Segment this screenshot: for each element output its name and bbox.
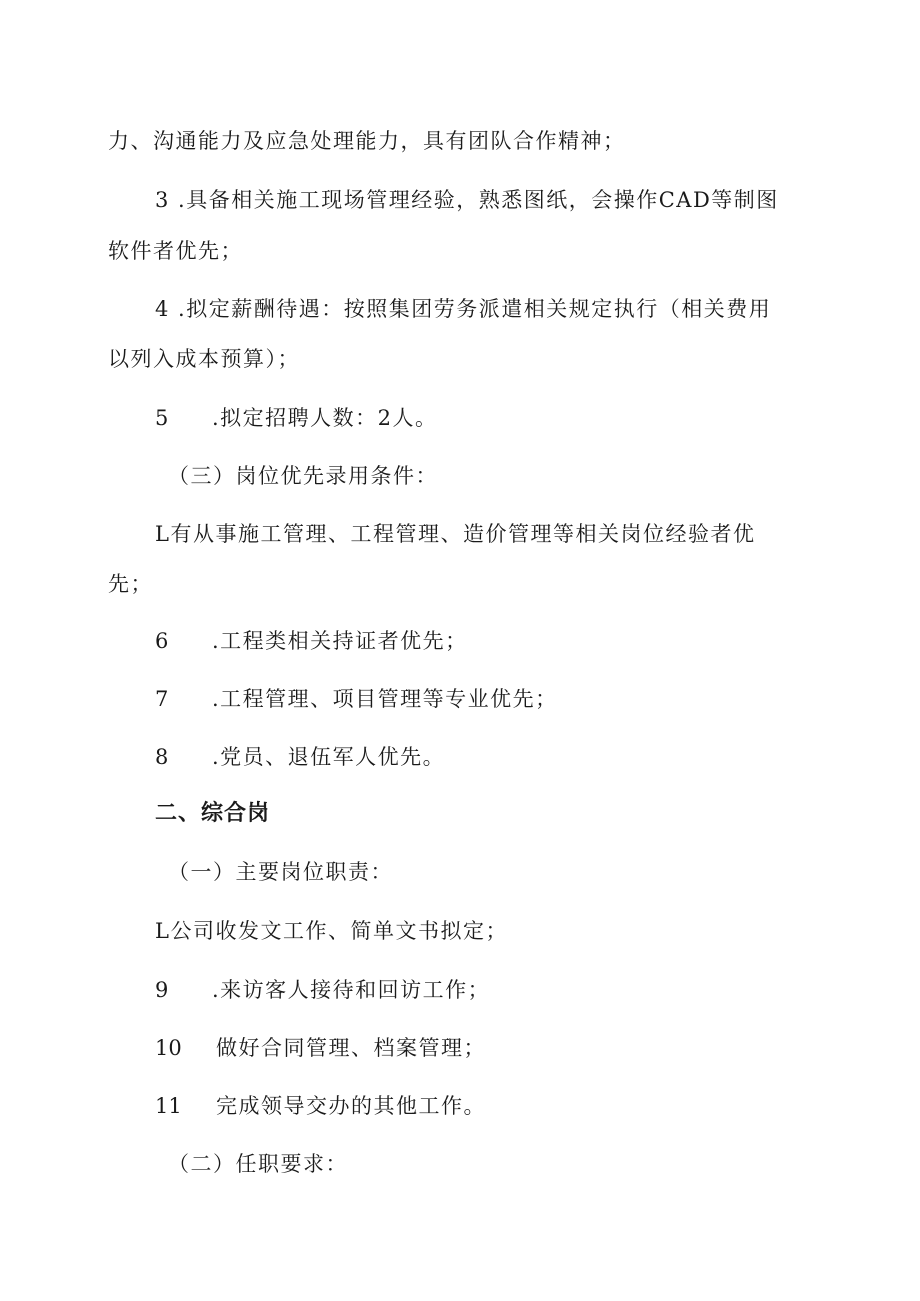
list-item-text: .党员、退伍军人优先。 bbox=[212, 745, 446, 769]
paragraph-line: 力、沟通能力及应急处理能力，具有团队合作精神； bbox=[108, 129, 626, 153]
paragraph-line: 先； bbox=[108, 572, 153, 596]
section-subheading: （二）任职要求： bbox=[168, 1152, 348, 1176]
paragraph-line: 4 .拟定薪酬待遇：按照集团劳务派遣相关规定执行（相关费用 bbox=[155, 297, 772, 321]
list-number: 8 bbox=[155, 745, 169, 769]
list-item-text: 完成领导交办的其他工作。 bbox=[216, 1094, 486, 1118]
list-number: 7 bbox=[155, 687, 169, 711]
list-number: 6 bbox=[155, 629, 169, 653]
paragraph-line: L有从事施工管理、工程管理、造价管理等相关岗位经验者优 bbox=[155, 522, 756, 546]
list-number: 11 bbox=[155, 1094, 182, 1118]
list-item-text: .拟定招聘人数：2人。 bbox=[212, 406, 438, 430]
section-heading: 二、综合岗 bbox=[155, 801, 271, 826]
paragraph-line: 3 .具备相关施工现场管理经验，熟悉图纸，会操作CAD等制图 bbox=[155, 188, 779, 212]
list-number: 10 bbox=[155, 1036, 182, 1060]
section-subheading: （三）岗位优先录用条件： bbox=[168, 464, 438, 488]
list-item-text: .来访客人接待和回访工作； bbox=[212, 978, 491, 1002]
list-item-text: 做好合同管理、档案管理； bbox=[216, 1036, 486, 1060]
list-item-text: .工程类相关持证者优先； bbox=[212, 629, 468, 653]
section-subheading: （一）主要岗位职责： bbox=[168, 860, 393, 884]
paragraph-line: 软件者优先； bbox=[108, 239, 243, 263]
list-item-text: .工程管理、项目管理等专业优先； bbox=[212, 687, 558, 711]
list-number: 9 bbox=[155, 978, 169, 1002]
paragraph-line: 以列入成本预算）； bbox=[108, 347, 300, 371]
list-number: 5 bbox=[155, 406, 169, 430]
paragraph-line: L公司收发文工作、简单文书拟定； bbox=[155, 919, 508, 943]
